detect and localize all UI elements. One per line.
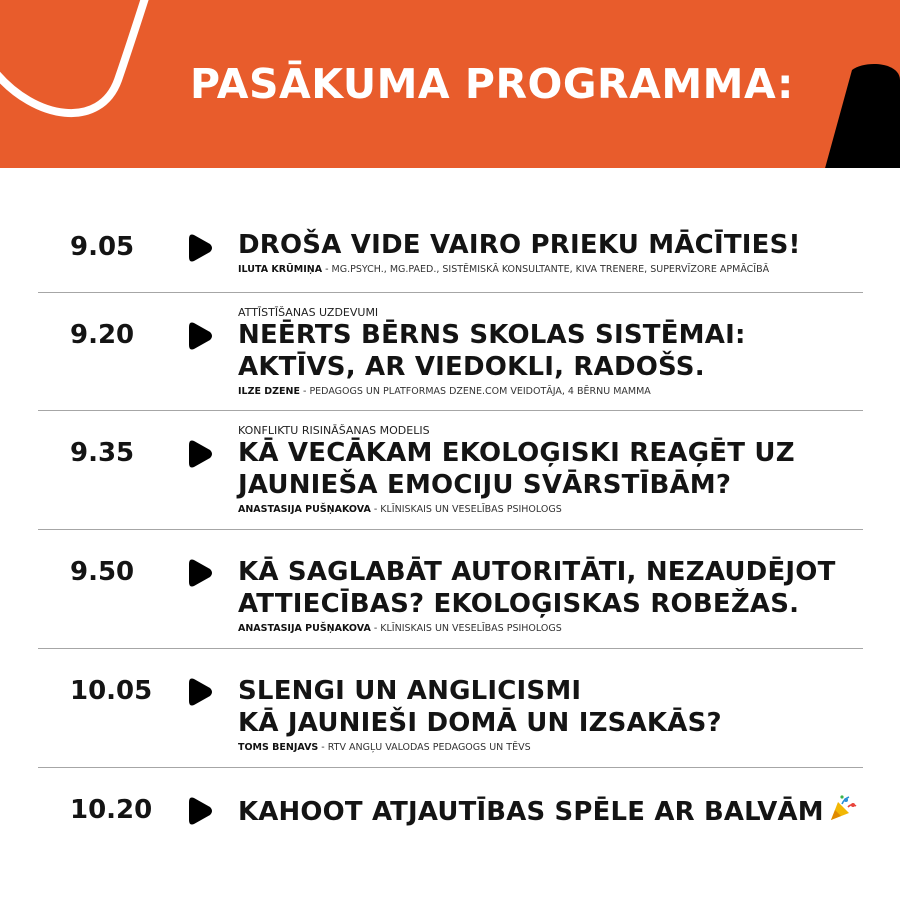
program-speaker xyxy=(238,503,858,516)
page-title: PASĀKUMA PROGRAMMA: xyxy=(190,60,794,108)
program-time: 9.35 xyxy=(70,438,135,468)
speaker-role: - RTV ANGĻU VALODAS PEDAGOGS UN TĒVS xyxy=(318,742,531,753)
program-title: DROŠA VIDE VAIRO PRIEKU MĀCĪTIES! xyxy=(238,230,801,260)
program-subtitle: KONFLIKTU RISINĀŠANAS MODELIS xyxy=(238,424,430,437)
speaker-name: ILZE DZENE xyxy=(238,386,300,397)
play-icon xyxy=(188,678,214,706)
program-time: 10.20 xyxy=(70,795,153,825)
program-item xyxy=(38,529,863,649)
program-item xyxy=(38,292,863,411)
play-icon xyxy=(188,797,214,825)
play-icon xyxy=(188,559,214,587)
speaker-name: ANASTASIJA PUŠŅAKOVA xyxy=(238,623,371,634)
program-item xyxy=(38,410,863,530)
program-title-line-1: NEĒRTS BĒRNS SKOLAS SISTĒMAI: xyxy=(238,320,746,350)
header-banner xyxy=(0,0,900,168)
program-title-line-1: KĀ SAGLABĀT AUTORITĀTI, NEZAUDĒJOT xyxy=(238,557,836,587)
program-title-line-2: ATTIECĪBAS? EKOLOĢISKAS ROBEŽAS. xyxy=(238,589,800,619)
program-time: 10.05 xyxy=(70,676,153,706)
program-item xyxy=(38,226,863,293)
program-time: 9.50 xyxy=(70,557,135,587)
program-speaker xyxy=(238,263,858,276)
program-time: 9.05 xyxy=(70,232,135,262)
program-subtitle: ATTĪSTĪŠANAS UZDEVUMI xyxy=(238,306,379,319)
play-icon xyxy=(188,440,214,468)
speaker-role: - MG.PSYCH., MG.PAED., SISTĒMISKĀ KONSULTANTE, KIVA TRENERE, SUPERVĪZORE APMĀCĪBĀ xyxy=(322,264,770,275)
program-title-text: KAHOOT ATJAUTĪBAS SPĒLE AR BALVĀM xyxy=(238,797,824,827)
program-title-line-1: KĀ VECĀKAM EKOLOĢISKI REAĢĒT UZ xyxy=(238,438,795,468)
program-time: 9.20 xyxy=(70,320,135,350)
program-title-line-2: KĀ JAUNIEŠI DOMĀ UN IZSAKĀS? xyxy=(238,708,722,738)
play-icon xyxy=(188,234,214,262)
program-title xyxy=(238,794,858,828)
party-popper-icon xyxy=(828,794,858,822)
speaker-name: ILUTA KRŪMIŅA xyxy=(238,264,323,275)
program-title-line-2: AKTĪVS, AR VIEDOKLI, RADOŠS. xyxy=(238,352,705,382)
speaker-role: - KLĪNISKAIS UN VESELĪBAS PSIHOLOGS xyxy=(370,504,562,515)
program-speaker xyxy=(238,622,858,635)
speaker-name: ANASTASIJA PUŠŅAKOVA xyxy=(238,504,371,515)
program-item xyxy=(38,648,863,768)
speaker-role: - PEDAGOGS UN PLATFORMAS DZENE.COM VEIDOTĀJA, 4 BĒRNU MAMMA xyxy=(299,386,651,397)
program-title-line-1: SLENGI UN ANGLICISMI xyxy=(238,676,582,706)
speaker-name: TOMS BENJAVS xyxy=(238,742,319,753)
program-speaker xyxy=(238,741,858,754)
program-speaker xyxy=(238,385,858,398)
decorative-blob xyxy=(820,60,900,168)
play-icon xyxy=(188,322,214,350)
program-item xyxy=(38,767,863,847)
decorative-curve xyxy=(0,0,170,168)
speaker-role: - KLĪNISKAIS UN VESELĪBAS PSIHOLOGS xyxy=(370,623,562,634)
program-title-line-2: JAUNIEŠA EMOCIJU SVĀRSTĪBĀM? xyxy=(238,470,732,500)
